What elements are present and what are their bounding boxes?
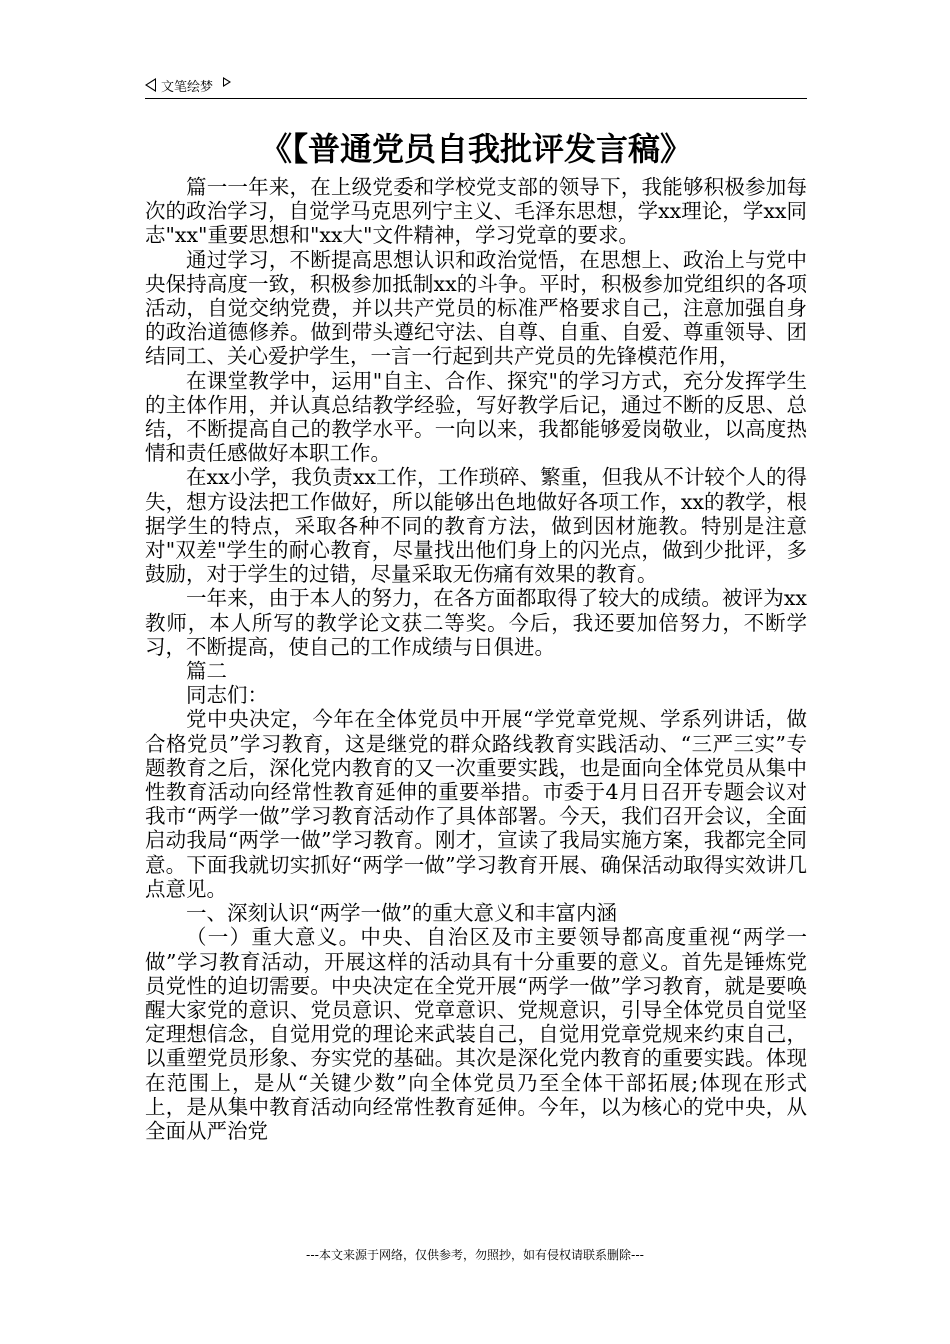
- paragraph: （一）重大意义。中央、自治区及市主要领导都高度重视“两学一做”学习教育活动，开展这样的活动具有十分重要的意义。首先是锤炼党员党性的迫切需要。中央决定在全党开展“两学一做”学习教育，就是要唤醒大家党的意识、党员意识、党章意识、党规意识，引导全体党员自觉坚定理想信念，自觉用党的理论来武装自己，自觉用党章党规来约束自己，以重塑党员形象、夯实党的基础。其次是深化党内教育的重要实践。体现在范围上，是从“关键少数”向全体党员乃至全体干部拓展;体现在形式上，是从集中教育活动向经常性教育延伸。今年，以为核心的党中央，从全面从严治党: [145, 925, 807, 1143]
- paragraph: 党中央决定，今年在全体党员中开展“学党章党规、学系列讲话，做合格党员”学习教育，这是继党的群众路线教育实践活动、“三严三实”专题教育之后，深化党内教育的又一次重要实践，也是面向全体党员从集中性教育活动向经常性教育延伸的重要举措。市委于4月日召开专题会议对我市“两学一做”学习教育活动作了具体部署。今天，我们召开会议，全面启动我局“两学一做”学习教育。刚才，宣读了我局实施方案，我都完全同意。下面我就切实抓好“两学一做”学习教育开展、确保活动取得实效讲几点意见。: [145, 707, 807, 901]
- paragraph: 一年来，由于本人的努力，在各方面都取得了较大的成绩。被评为xx教师，本人所写的教学论文获二等奖。今后，我还要加倍努力，不断学习，不断提高，使自己的工作成绩与日俱进。: [145, 586, 807, 659]
- page-header: [145, 74, 231, 96]
- salutation: 同志们：: [186, 683, 268, 708]
- section-heading: 一、深刻认识“两学一做”的重大意义和丰富内涵: [186, 901, 617, 926]
- document-title: 《【普通党员自我批评发言稿》: [259, 130, 692, 168]
- paragraph: 篇一一年来，在上级党委和学校党支部的领导下，我能够积极参加每次的政治学习，自觉学马克思列宁主义、毛泽东思想，学xx理论，学xx同志"xx"重要思想和"xx大"文件精神，学习党章的要求。: [145, 175, 807, 248]
- header-divider: [145, 98, 807, 99]
- document-body: [145, 175, 807, 1143]
- paragraph: 在xx小学，我负责xx工作，工作琐碎、繁重，但我从不计较个人的得失，想方设法把工作做好，所以能够出色地做好各项工作，xx的教学，根据学生的特点，采取各种不同的教育方法，做到因材施教。特别是注意对"双差"学生的耐心教育，尽量找出他们身上的闪光点，做到少批评，多鼓励，对于学生的过错，尽量采取无伤痛有效果的教育。: [145, 465, 807, 587]
- paragraph: 在课堂教学中，运用"自主、合作、探究"的学习方式，充分发挥学生的主体作用，并认真总结教学经验，写好教学后记，通过不断的反思、总结，不断提高自己的教学水平。一向以来，我都能够爱岗敬业，以高度热情和责任感做好本职工作。: [145, 368, 807, 466]
- header-brand: 文笔绘梦: [161, 79, 214, 95]
- left-triangle-icon: [145, 78, 156, 92]
- section-heading: 篇二: [186, 659, 227, 684]
- right-triangle-icon: [223, 77, 231, 87]
- footer-notice: ---本文来源于网络，仅供参考，勿照抄，如有侵权请联系删除---: [306, 1248, 644, 1262]
- paragraph: 通过学习，不断提高思想认识和政治觉悟，在思想上、政治上与党中央保持高度一致，积极参加抵制xx的斗争。平时，积极参加党组织的各项活动，自觉交纳党费，并以共产党员的标准严格要求自己，注意加强自身的政治道德修养。做到带头遵纪守法、自尊、自重、自爱、尊重领导、团结同工、关心爱护学生，一言一行起到共产党员的先锋模范作用，: [145, 247, 807, 369]
